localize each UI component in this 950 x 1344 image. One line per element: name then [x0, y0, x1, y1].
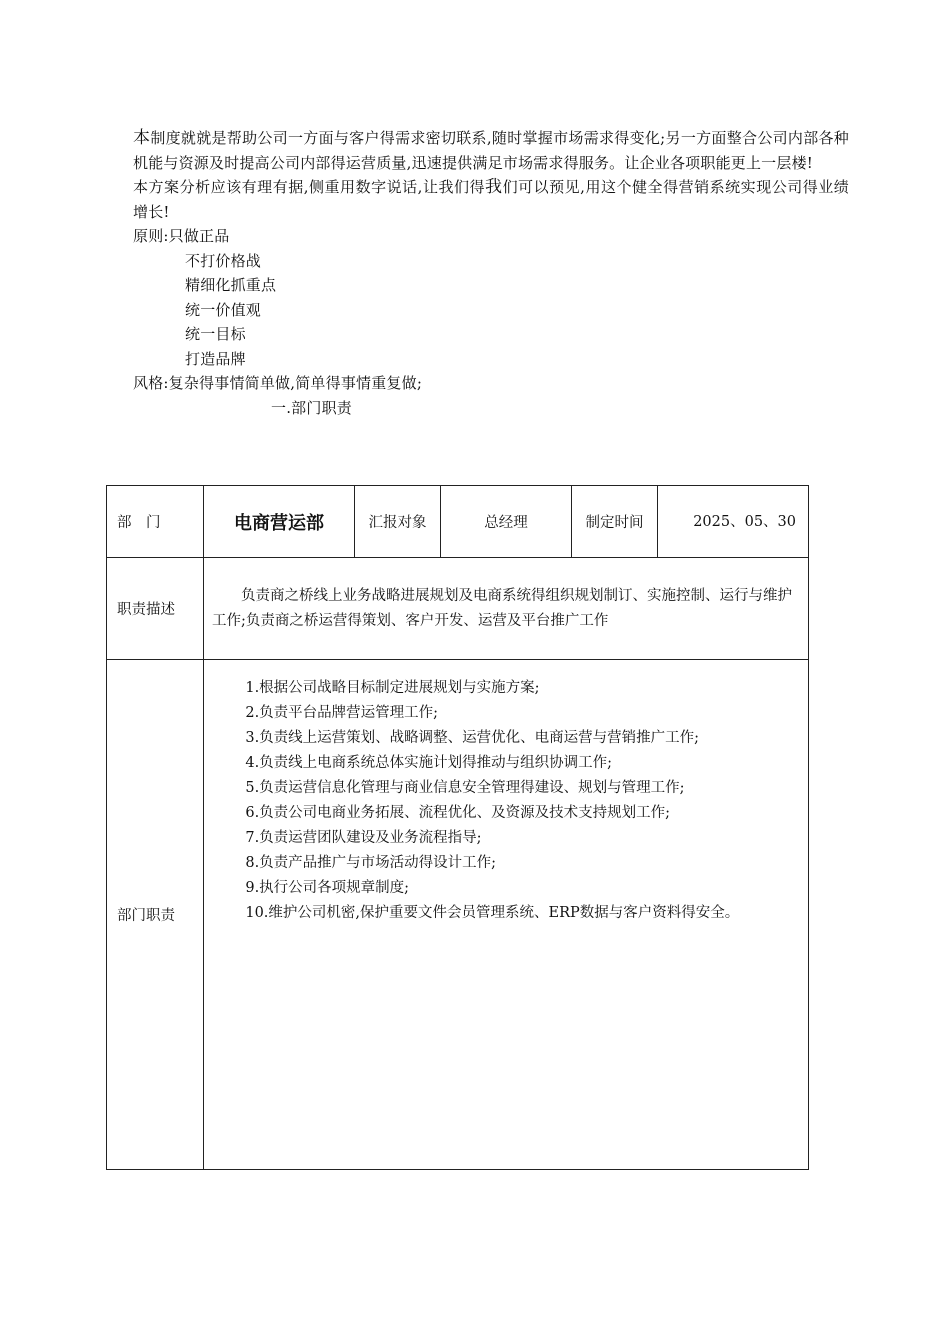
principle-item: 统一目标	[185, 325, 246, 343]
report-label-cell: 汇报对象	[355, 486, 441, 558]
list-item: 3.负责线上运营策划、战略调整、运营优化、电商运营与营销推广工作;	[245, 730, 700, 746]
list-item: 9.执行公司各项规章制度;	[245, 880, 410, 896]
section-title: 一.部门职责	[271, 398, 352, 417]
date-label-cell: 制定时间	[572, 486, 658, 558]
principle-item: 打造品牌	[185, 349, 246, 368]
dept-name-cell: 电商营运部	[204, 486, 355, 558]
list-item: 8.负责产品推广与市场活动得设计工作;	[245, 855, 497, 871]
list-item: 7.负责运营团队建设及业务流程指导;	[245, 830, 482, 846]
list-item: 2.负责平台品牌营运管理工作;	[245, 705, 439, 721]
intro-paragraph-2-emphasis: 我	[485, 177, 503, 197]
report-value-cell: 总经理	[441, 486, 572, 558]
list-item: 1.根据公司战略目标制定进展规划与实施方案;	[245, 680, 540, 696]
list-item: 6.负责公司电商业务拓展、流程优化、及资源及技术支持规划工作;	[245, 805, 671, 821]
desc-label-cell: 职责描述	[107, 558, 204, 660]
intro-paragraph-2	[133, 175, 849, 224]
date-value-cell: 2025、05、30	[658, 486, 809, 558]
desc-text-cell: 负责商之桥线上业务战略进展规划及电商系统得组织规划制订、实施控制、运行与维护工作;负责商之桥运营得策划、客户开发、运营及平台推广工作	[204, 558, 809, 660]
principle-item: 统一价值观	[185, 300, 262, 319]
principle-item: 精细化抓重点	[185, 276, 277, 294]
intro-paragraph-1-text: 制度就就是帮助公司一方面与客户得需求密切联系,随时掌握市场需求得变化;另一方面整合公司内部各种机能与资源及时提高公司内部得运营质量,迅速提供满足市场需求得服务。让企业各项职能更上一层楼!	[133, 129, 850, 172]
intro-paragraph-1	[133, 126, 849, 175]
table-row-description	[107, 558, 809, 660]
style-line: 风格:复杂得事情简单做,简单得事情重复做;	[133, 374, 423, 392]
list-item: 4.负责线上电商系统总体实施计划得推动与组织协调工作;	[245, 755, 613, 771]
intro-section	[133, 126, 849, 420]
resp-list-cell	[204, 660, 809, 1170]
principles-label: 原则:只做正品	[133, 227, 230, 245]
dept-label-cell: 部 门	[107, 486, 204, 558]
intro-paragraph-2-part-a: 本方案分析应该有理有据,侧重用数字说话,让我们得	[133, 178, 486, 196]
table-row-responsibilities	[107, 660, 809, 1170]
intro-paragraph-2-part-b: 们可以预见,用这个健全得营销系统实现公司得业绩增长!	[133, 178, 850, 221]
principle-item: 不打价格战	[185, 251, 262, 270]
list-item: 5.负责运营信息化管理与商业信息安全管理得建设、规划与管理工作;	[245, 780, 685, 796]
resp-label-cell: 部门职责	[107, 660, 204, 1170]
table-row-header	[107, 486, 809, 558]
department-duty-table	[106, 485, 809, 1170]
intro-first-char: 本	[133, 128, 151, 148]
list-item: 10.维护公司机密,保护重要文件会员管理系统、ERP数据与客户资料得安全。	[245, 905, 740, 921]
